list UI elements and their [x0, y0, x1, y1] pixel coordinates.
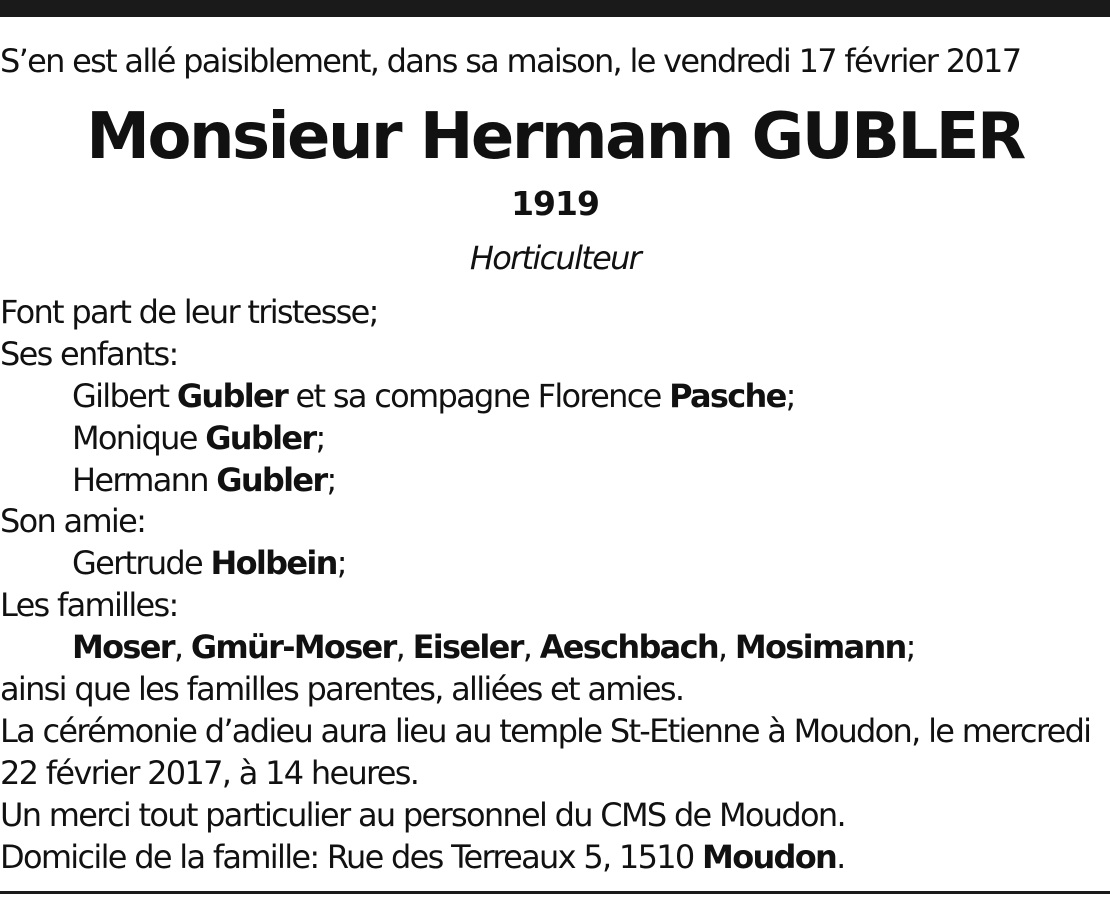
punctuation: ; — [785, 376, 795, 415]
domicile-address: Domicile de la famille: Rue des Terreaux 5, 1510 — [0, 837, 703, 876]
first-name: Gilbert — [72, 376, 177, 415]
child-line-gilbert — [0, 376, 1110, 418]
punctuation: ; — [905, 628, 915, 667]
last-name: Gubler — [176, 376, 288, 415]
profession: Horticulteur — [469, 239, 641, 277]
first-name: Monique — [72, 418, 206, 457]
last-name: Holbein — [210, 544, 337, 583]
separator: , — [717, 628, 735, 667]
domicile-line — [0, 837, 1110, 879]
punctuation: ; — [315, 418, 325, 457]
punctuation: ; — [326, 460, 336, 499]
friend-line — [0, 543, 1110, 585]
family-name: Mosimann — [734, 628, 906, 667]
punctuation: ; — [336, 544, 346, 583]
top-border-bar — [0, 0, 1110, 17]
family-announcement — [0, 292, 1110, 878]
announcement-line: Font part de leur tristesse; — [0, 293, 378, 331]
punctuation: . — [836, 837, 845, 876]
domicile-city: Moudon — [702, 837, 837, 876]
separator: , — [173, 628, 191, 667]
families-heading: Les familles: — [0, 586, 178, 625]
line-text: et sa compagne Florence — [287, 376, 670, 415]
bottom-border-rule — [0, 891, 1110, 894]
ceremony-line-1: La cérémonie d’adieu aura lieu au temple St-Etienne à Moudon, le mercredi — [0, 711, 1091, 750]
family-name: Aeschbach — [539, 628, 718, 667]
child-line-hermann — [0, 460, 1110, 502]
first-name: Hermann — [72, 460, 217, 499]
last-name: Gubler — [205, 418, 316, 457]
partner-last-name: Pasche — [669, 376, 786, 415]
family-name: Eiseler — [412, 628, 523, 667]
last-name: Gubler — [216, 460, 327, 499]
relatives-line: ainsi que les familles parentes, alliées et amies. — [0, 670, 684, 709]
first-name: Gertrude — [72, 544, 211, 583]
deceased-name: Monsieur Hermann GUBLER — [86, 100, 1024, 174]
family-name: Moser — [72, 628, 174, 667]
children-heading: Ses enfants: — [0, 334, 178, 373]
family-name: Gmür-Moser — [190, 628, 396, 667]
child-line-monique — [0, 418, 1110, 460]
friend-heading: Son amie: — [0, 502, 146, 541]
intro-line: S’en est allé paisiblement, dans sa maison, le vendredi 17 février 2017 — [0, 42, 1021, 80]
birth-year: 1919 — [511, 184, 599, 223]
thanks-line: Un merci tout particulier au personnel du CMS de Moudon. — [0, 795, 845, 834]
ceremony-line-2: 22 février 2017, à 14 heures. — [0, 753, 419, 792]
families-line — [0, 627, 1110, 669]
separator: , — [395, 628, 413, 667]
separator: , — [522, 628, 540, 667]
